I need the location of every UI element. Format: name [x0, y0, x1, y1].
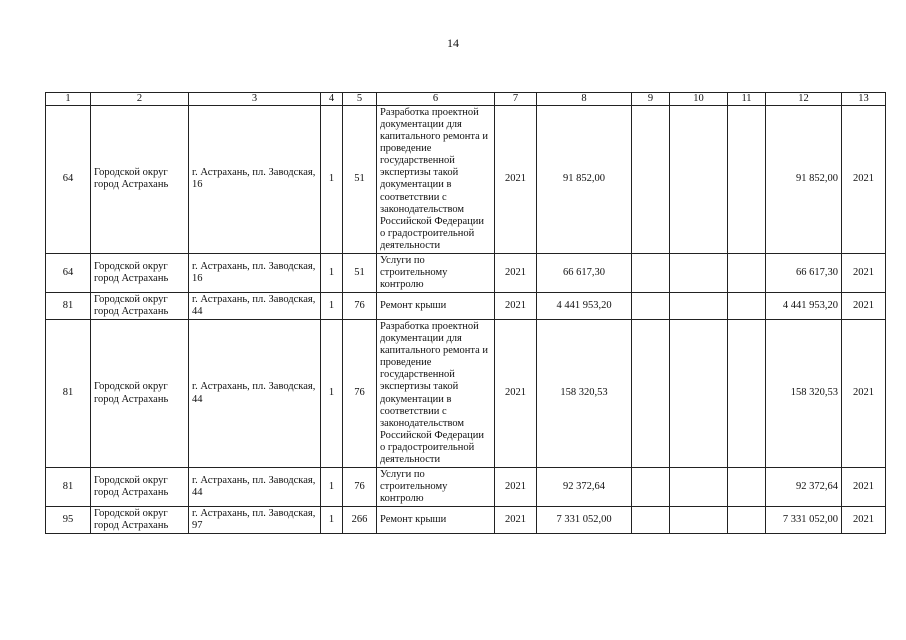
cell-col4: 1 — [321, 293, 343, 320]
cell-work-type: Ремонт крыши — [377, 293, 495, 320]
cell-index: 64 — [46, 106, 91, 254]
cell-col5: 76 — [343, 320, 377, 468]
cell-col9 — [632, 507, 670, 534]
cell-total: 158 320,53 — [766, 320, 842, 468]
cell-col10 — [670, 507, 728, 534]
column-header: 4 — [321, 93, 343, 106]
cell-col11 — [728, 467, 766, 506]
page-number: 14 — [447, 36, 459, 50]
cell-total: 92 372,64 — [766, 467, 842, 506]
cell-cost: 7 331 052,00 — [537, 507, 632, 534]
cell-cost: 66 617,30 — [537, 253, 632, 292]
works-table — [45, 92, 886, 534]
column-header: 7 — [495, 93, 537, 106]
cell-address: г. Астрахань, пл. Заводская, 97 — [189, 507, 321, 534]
cell-col9 — [632, 106, 670, 254]
column-header: 12 — [766, 93, 842, 106]
cell-col10 — [670, 293, 728, 320]
cell-year: 2021 — [495, 293, 537, 320]
cell-total: 4 441 953,20 — [766, 293, 842, 320]
cell-municipality: Городской округ город Астрахань — [91, 507, 189, 534]
cell-address: г. Астрахань, пл. Заводская, 16 — [189, 106, 321, 254]
cell-end-year: 2021 — [842, 467, 886, 506]
cell-year: 2021 — [495, 106, 537, 254]
column-header: 3 — [189, 93, 321, 106]
table-row — [46, 467, 886, 506]
cell-col11 — [728, 293, 766, 320]
cell-col4: 1 — [321, 253, 343, 292]
table-row — [46, 320, 886, 468]
column-header: 8 — [537, 93, 632, 106]
cell-municipality: Городской округ город Астрахань — [91, 106, 189, 254]
cell-municipality: Городской округ город Астрахань — [91, 467, 189, 506]
cell-year: 2021 — [495, 253, 537, 292]
table-row — [46, 507, 886, 534]
cell-col5: 51 — [343, 253, 377, 292]
cell-col5: 76 — [343, 467, 377, 506]
cell-municipality: Городской округ город Астрахань — [91, 293, 189, 320]
cell-col4: 1 — [321, 507, 343, 534]
cell-index: 81 — [46, 293, 91, 320]
cell-cost: 158 320,53 — [537, 320, 632, 468]
cell-cost: 92 372,64 — [537, 467, 632, 506]
cell-total: 66 617,30 — [766, 253, 842, 292]
cell-index: 95 — [46, 507, 91, 534]
cell-col5: 266 — [343, 507, 377, 534]
column-header: 9 — [632, 93, 670, 106]
cell-end-year: 2021 — [842, 106, 886, 254]
table-row — [46, 253, 886, 292]
cell-work-type: Разработка проектной документации для капитального ремонта и проведение государственной экспертизы такой документации в соответствии с законодательством Российской Федерации о градостроительной деятельности — [377, 320, 495, 468]
cell-total: 7 331 052,00 — [766, 507, 842, 534]
cell-work-type: Услуги по строительному контролю — [377, 253, 495, 292]
cell-col4: 1 — [321, 467, 343, 506]
cell-cost: 91 852,00 — [537, 106, 632, 254]
table-row — [46, 293, 886, 320]
cell-work-type: Услуги по строительному контролю — [377, 467, 495, 506]
cell-col11 — [728, 507, 766, 534]
cell-work-type: Ремонт крыши — [377, 507, 495, 534]
table-row — [46, 106, 886, 254]
cell-col5: 51 — [343, 106, 377, 254]
column-header: 2 — [91, 93, 189, 106]
cell-year: 2021 — [495, 507, 537, 534]
cell-year: 2021 — [495, 320, 537, 468]
cell-year: 2021 — [495, 467, 537, 506]
cell-index: 81 — [46, 467, 91, 506]
column-header: 10 — [670, 93, 728, 106]
cell-col10 — [670, 106, 728, 254]
cell-address: г. Астрахань, пл. Заводская, 44 — [189, 293, 321, 320]
cell-col11 — [728, 320, 766, 468]
cell-col10 — [670, 320, 728, 468]
column-header: 11 — [728, 93, 766, 106]
cell-municipality: Городской округ город Астрахань — [91, 320, 189, 468]
cell-address: г. Астрахань, пл. Заводская, 44 — [189, 467, 321, 506]
cell-end-year: 2021 — [842, 253, 886, 292]
header-row — [46, 93, 886, 106]
cell-work-type: Разработка проектной документации для капитального ремонта и проведение государственной экспертизы такой документации в соответствии с законодательством Российской Федерации о градостроительной деятельности — [377, 106, 495, 254]
cell-col4: 1 — [321, 320, 343, 468]
cell-col9 — [632, 320, 670, 468]
cell-col9 — [632, 253, 670, 292]
column-header: 6 — [377, 93, 495, 106]
cell-end-year: 2021 — [842, 507, 886, 534]
column-header: 5 — [343, 93, 377, 106]
cell-col11 — [728, 106, 766, 254]
cell-col10 — [670, 467, 728, 506]
cell-col10 — [670, 253, 728, 292]
column-header: 13 — [842, 93, 886, 106]
cell-index: 81 — [46, 320, 91, 468]
cell-index: 64 — [46, 253, 91, 292]
cell-address: г. Астрахань, пл. Заводская, 16 — [189, 253, 321, 292]
cell-col4: 1 — [321, 106, 343, 254]
cell-col5: 76 — [343, 293, 377, 320]
cell-total: 91 852,00 — [766, 106, 842, 254]
column-header: 1 — [46, 93, 91, 106]
cell-end-year: 2021 — [842, 293, 886, 320]
cell-address: г. Астрахань, пл. Заводская, 44 — [189, 320, 321, 468]
cell-col9 — [632, 467, 670, 506]
cell-end-year: 2021 — [842, 320, 886, 468]
table-body — [46, 106, 886, 534]
cell-col9 — [632, 293, 670, 320]
cell-municipality: Городской округ город Астрахань — [91, 253, 189, 292]
cell-col11 — [728, 253, 766, 292]
cell-cost: 4 441 953,20 — [537, 293, 632, 320]
